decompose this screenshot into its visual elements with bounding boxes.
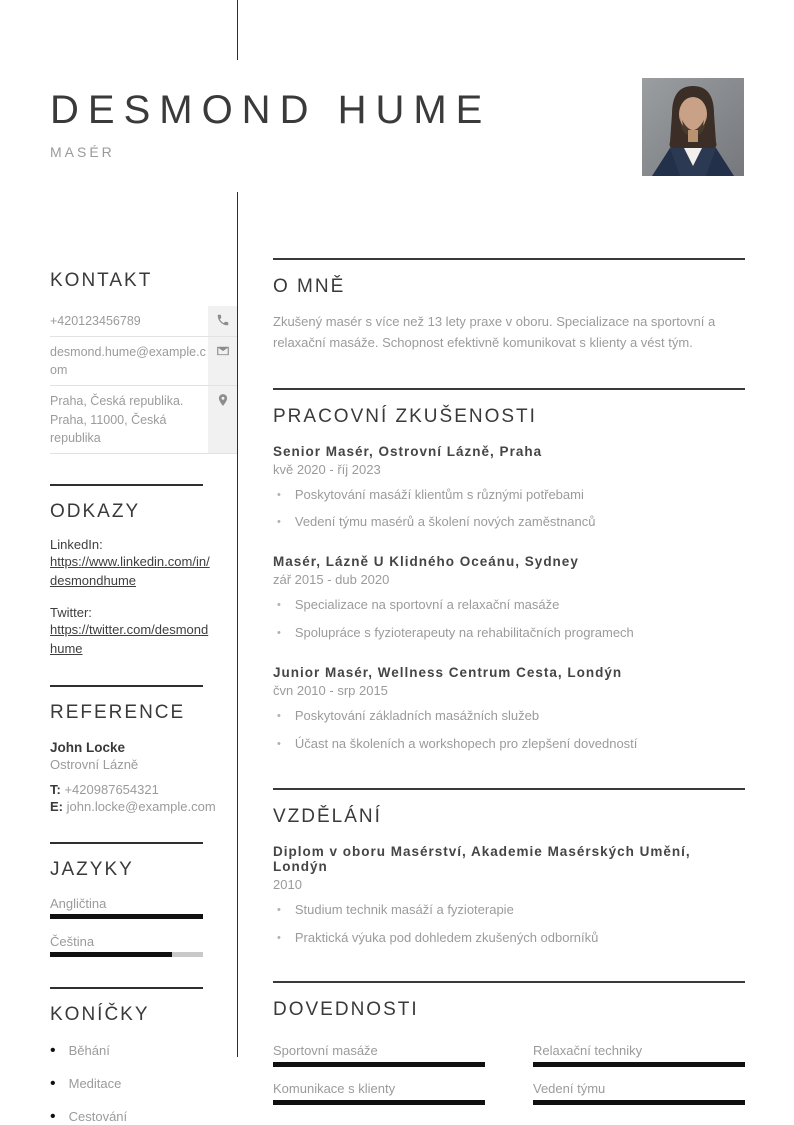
education-dates: 2010	[273, 876, 302, 892]
language-bar-track	[50, 952, 203, 957]
job-bullet: • Vedení týmu masérů a školení nových zaměstnanců	[273, 513, 745, 532]
job-entry	[273, 554, 745, 643]
reference-email-value: john.locke@example.com	[66, 798, 216, 814]
skill-bar-track	[533, 1100, 745, 1105]
education-heading: VZDĚLÁNÍ	[273, 805, 382, 827]
education-bullet: • Studium technik masáží a fyzioterapie	[273, 901, 745, 920]
skill-bar-fill	[533, 1062, 745, 1067]
links-list	[50, 537, 237, 659]
language-item	[50, 896, 203, 919]
sidebar-divider	[50, 484, 203, 486]
skill-bar-fill	[533, 1100, 745, 1105]
education-entry	[273, 844, 745, 948]
reference-phone	[50, 782, 237, 797]
skill-bar-track	[273, 1100, 485, 1105]
reference-company: Ostrovní Lázně	[50, 756, 139, 772]
vertical-divider-bottom	[237, 192, 238, 1057]
contact-row-phone	[50, 306, 237, 337]
job-entry	[273, 444, 745, 533]
reference-phone-label: T:	[50, 781, 61, 797]
contact-row-address	[50, 386, 237, 453]
language-item	[50, 934, 203, 957]
profile-photo-illustration	[642, 78, 744, 176]
languages-list	[50, 896, 237, 957]
language-name: Čeština	[50, 933, 95, 949]
reference-email-label: E:	[50, 798, 63, 814]
section-rule	[273, 258, 745, 260]
sidebar	[50, 270, 237, 1125]
contact-row-email	[50, 337, 237, 386]
reference-phone-value: +420987654321	[64, 781, 159, 797]
skill-bar-track	[273, 1062, 485, 1067]
linkedin-link[interactable]: https://www.linkedin.com/in/desmondhume	[50, 553, 210, 589]
job-entry	[273, 665, 745, 754]
skill-bar-track	[533, 1062, 745, 1067]
skills-grid	[273, 1043, 745, 1119]
about-text: Zkušený masér s více než 13 lety praxe v oboru. Specializace na sportovní a relaxační masáže. Schopnost efektivně komunikovat s klienty a vést tým.	[273, 314, 716, 350]
sidebar-divider	[50, 842, 203, 844]
phone-icon	[208, 306, 237, 336]
address-line1: Praha, Česká republika.	[50, 394, 184, 409]
contact-heading: KONTAKT	[50, 270, 153, 291]
job-bullet: • Poskytování základních masážních služeb	[273, 707, 745, 726]
job-title: Junior Masér, Wellness Centrum Cesta, Londýn	[273, 664, 623, 680]
skills-heading: DOVEDNOSTI	[273, 999, 419, 1021]
section-rule	[273, 788, 745, 790]
phone-value: +420123456789	[50, 314, 141, 328]
skill-name: Komunikace s klienty	[273, 1081, 396, 1097]
skill-item	[273, 1043, 485, 1067]
sidebar-divider	[50, 987, 203, 989]
about-heading: O MNĚ	[273, 276, 346, 297]
twitter-link[interactable]: https://twitter.com/desmondhume	[50, 621, 209, 657]
hobby-item: • Cestování	[50, 1109, 237, 1125]
hobby-item: • Běhání	[50, 1043, 237, 1059]
sidebar-divider	[50, 685, 203, 687]
person-name: DESMOND HUME	[50, 88, 492, 132]
references-heading: REFERENCE	[50, 701, 186, 723]
address-value	[50, 386, 208, 452]
job-bullet: • Spolupráce s fyzioterapeuty na rehabilitačních programech	[273, 624, 745, 643]
hobbies-heading: KONÍČKY	[50, 1003, 150, 1025]
skill-name: Sportovní masáže	[273, 1043, 378, 1059]
skill-item	[533, 1043, 745, 1067]
person-job-title: MASÉR	[50, 144, 115, 160]
section-rule	[273, 388, 745, 390]
languages-heading: JAZYKY	[50, 858, 134, 880]
job-title: Senior Masér, Ostrovní Lázně, Praha	[273, 443, 543, 459]
email-value: desmond.hume@example.com	[50, 345, 206, 378]
job-dates: zář 2015 - dub 2020	[273, 572, 390, 588]
education-bullet: • Praktická výuka pod dohledem zkušených odborníků	[273, 929, 745, 948]
reference-name: John Locke	[50, 739, 126, 755]
job-title: Masér, Lázně U Klidného Oceánu, Sydney	[273, 554, 579, 570]
link-label-twitter: Twitter:	[50, 604, 92, 620]
experience-heading: PRACOVNÍ ZKUŠENOSTI	[273, 405, 537, 427]
link-label-linkedin: LinkedIn:	[50, 536, 103, 552]
skill-name: Vedení týmu	[533, 1081, 606, 1097]
hobbies-list	[50, 1043, 237, 1125]
job-bullet: • Specializace na sportovní a relaxační masáže	[273, 596, 745, 615]
language-bar-fill	[50, 914, 203, 919]
address-line2: Praha, 11000, Česká republika	[50, 412, 167, 445]
profile-photo	[642, 78, 744, 176]
skill-item	[273, 1081, 485, 1105]
job-dates: kvě 2020 - říj 2023	[273, 461, 381, 477]
reference-email	[50, 799, 237, 814]
reference-card	[50, 740, 237, 814]
location-pin-icon	[208, 386, 237, 452]
language-bar-fill	[50, 952, 172, 957]
skill-item	[533, 1081, 745, 1105]
education-degree: Diplom v oboru Masérství, Akademie Masérských Umění, Londýn	[273, 843, 691, 874]
section-rule	[273, 981, 745, 983]
vertical-divider-top	[237, 0, 238, 60]
job-bullet: • Účast na školeních a workshopech pro zlepšení dovedností	[273, 735, 745, 754]
main-column	[273, 258, 745, 1119]
contact-list	[50, 306, 237, 454]
skill-bar-fill	[273, 1100, 485, 1105]
job-bullet: • Poskytování masáží klientům s různými potřebami	[273, 486, 745, 505]
mail-icon	[208, 337, 237, 385]
skill-bar-fill	[273, 1062, 485, 1067]
links-heading: ODKAZY	[50, 500, 141, 522]
hobby-item: • Meditace	[50, 1076, 237, 1092]
skill-name: Relaxační techniky	[533, 1043, 643, 1059]
job-dates: čvn 2010 - srp 2015	[273, 682, 388, 698]
language-name: Angličtina	[50, 895, 107, 911]
language-bar-track	[50, 914, 203, 919]
